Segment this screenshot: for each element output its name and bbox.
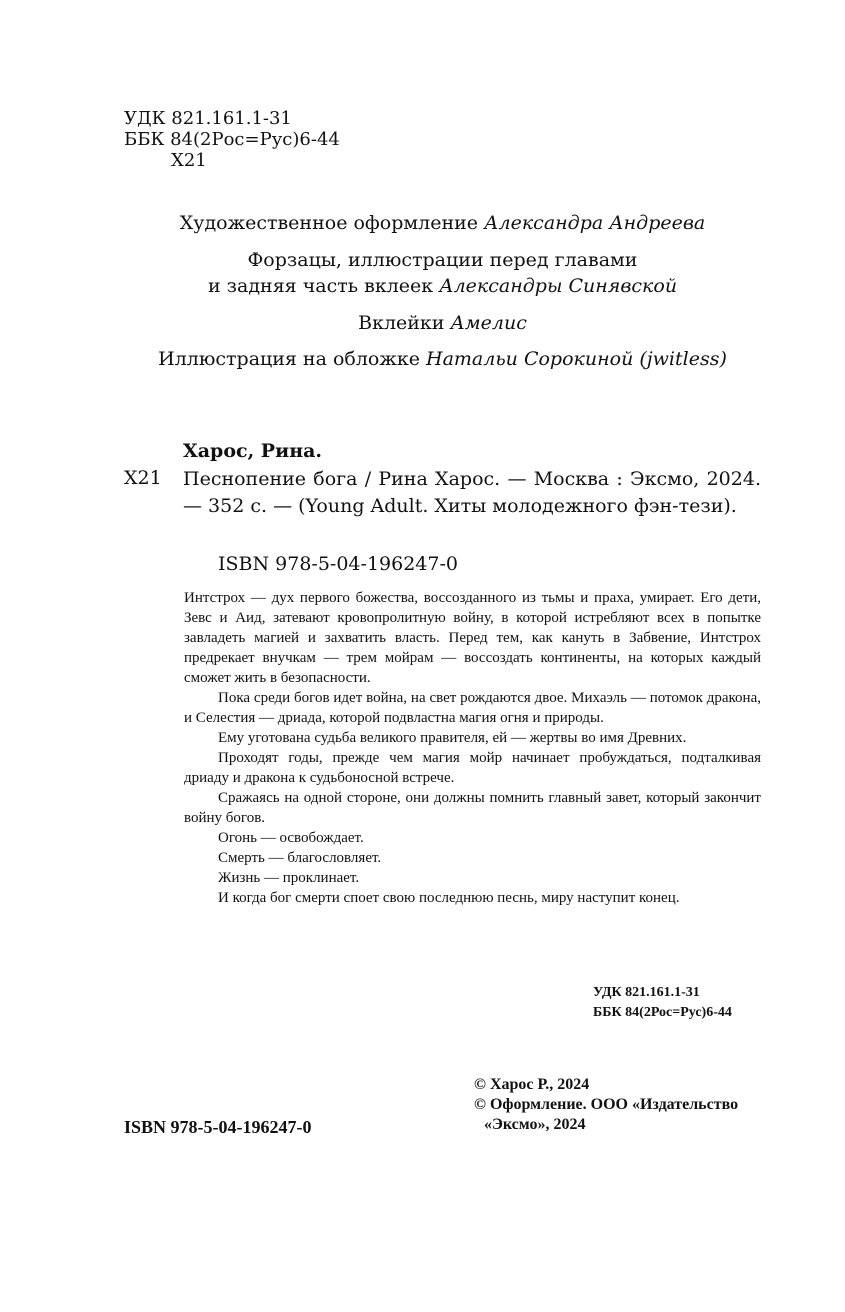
annotation-paragraph: Смерть — благословляет.: [218, 850, 382, 866]
credit-role: Форзацы, иллюстрации перед главами: [247, 249, 638, 271]
annotation: [184, 588, 761, 908]
annotation-paragraph: Интстрох — дух первого божества, воссозданного из тьмы и праха, умирает. Его дети, Зевс и Аид, затевают кровопролитную войну, в которой истребляют всех в попытке завладеть магией и захватить власть. Перед тем, как кануть в Забвение, Интстрох предрекает внучкам — трем мойрам — воссоздать континенты, на которых каждый сможет жить в безопасности.: [184, 590, 761, 686]
credit-endpapers: [0, 247, 845, 273]
isbn-footer: ISBN 978-5-04-196247-0: [124, 1117, 312, 1137]
credit-inserts: [0, 310, 845, 336]
bibliographic-description: Песнопение бога / Рина Харос. — Москва : Эксмо, 2024. — 352 с. — (Young Adult. Хиты молодежного фэн-тези).: [183, 468, 761, 517]
copyright-line: © Харос Р., 2024: [474, 1076, 590, 1093]
bib-author-mark: Х21: [124, 467, 162, 489]
udk-code: УДК 821.161.1-31: [124, 108, 292, 129]
annotation-paragraph: Жизнь — проклинает.: [218, 870, 360, 886]
annotation-paragraph: Ему уготована судьба великого правителя, ей — жертвы во имя Древних.: [218, 730, 687, 746]
annotation-paragraph: Огонь — освобождает.: [218, 830, 364, 846]
credit-inserts-back: [0, 273, 845, 299]
copyright-line: «Эксмо», 2024: [484, 1116, 586, 1133]
annotation-paragraph: И когда бог смерти споет свою последнюю песнь, миру наступит конец.: [218, 890, 680, 906]
credit-design: [0, 210, 845, 236]
credit-cover: [0, 346, 845, 372]
author-mark: Х21: [171, 150, 207, 171]
author-heading: Харос, Рина.: [183, 440, 323, 462]
credit-name: Натальи Сорокиной (jwitless): [426, 348, 727, 370]
annotation-paragraph: Проходят годы, прежде чем магия мойр начинает пробуждаться, подталкивая дриаду и дракона к судьбоносной встрече.: [184, 750, 761, 786]
credit-name: Александры Синявской: [439, 275, 678, 297]
bbk-code: ББК 84(2Рос=Рус)6-44: [124, 129, 340, 150]
credit-role: Иллюстрация на обложке: [158, 348, 420, 370]
annotation-paragraph: Пока среди богов идет война, на свет рождаются двое. Михаэль — потомок дракона, и Селестия — дриада, которой подвластна магия огня и природы.: [184, 690, 761, 726]
copyright-block: [474, 1075, 738, 1135]
udk-code-footer: УДК 821.161.1-31: [593, 985, 700, 1000]
credit-role: Вклейки: [358, 312, 445, 334]
copyright-line: © Оформление. ООО «Издательство: [474, 1096, 739, 1113]
isbn: ISBN 978-5-04-196247-0: [218, 553, 458, 575]
credit-name: Александра Андреева: [484, 212, 706, 234]
bbk-code-footer: ББК 84(2Рос=Рус)6-44: [593, 1005, 732, 1020]
credit-role: Художественное оформление: [179, 212, 479, 234]
credit-role: и задняя часть вклеек: [207, 275, 434, 297]
classification-footer: [593, 983, 732, 1023]
classification-codes: [124, 108, 340, 171]
annotation-paragraph: Сражаясь на одной стороне, они должны помнить главный завет, который закончит войну богов.: [184, 790, 761, 826]
credit-name: Амелис: [450, 312, 527, 334]
